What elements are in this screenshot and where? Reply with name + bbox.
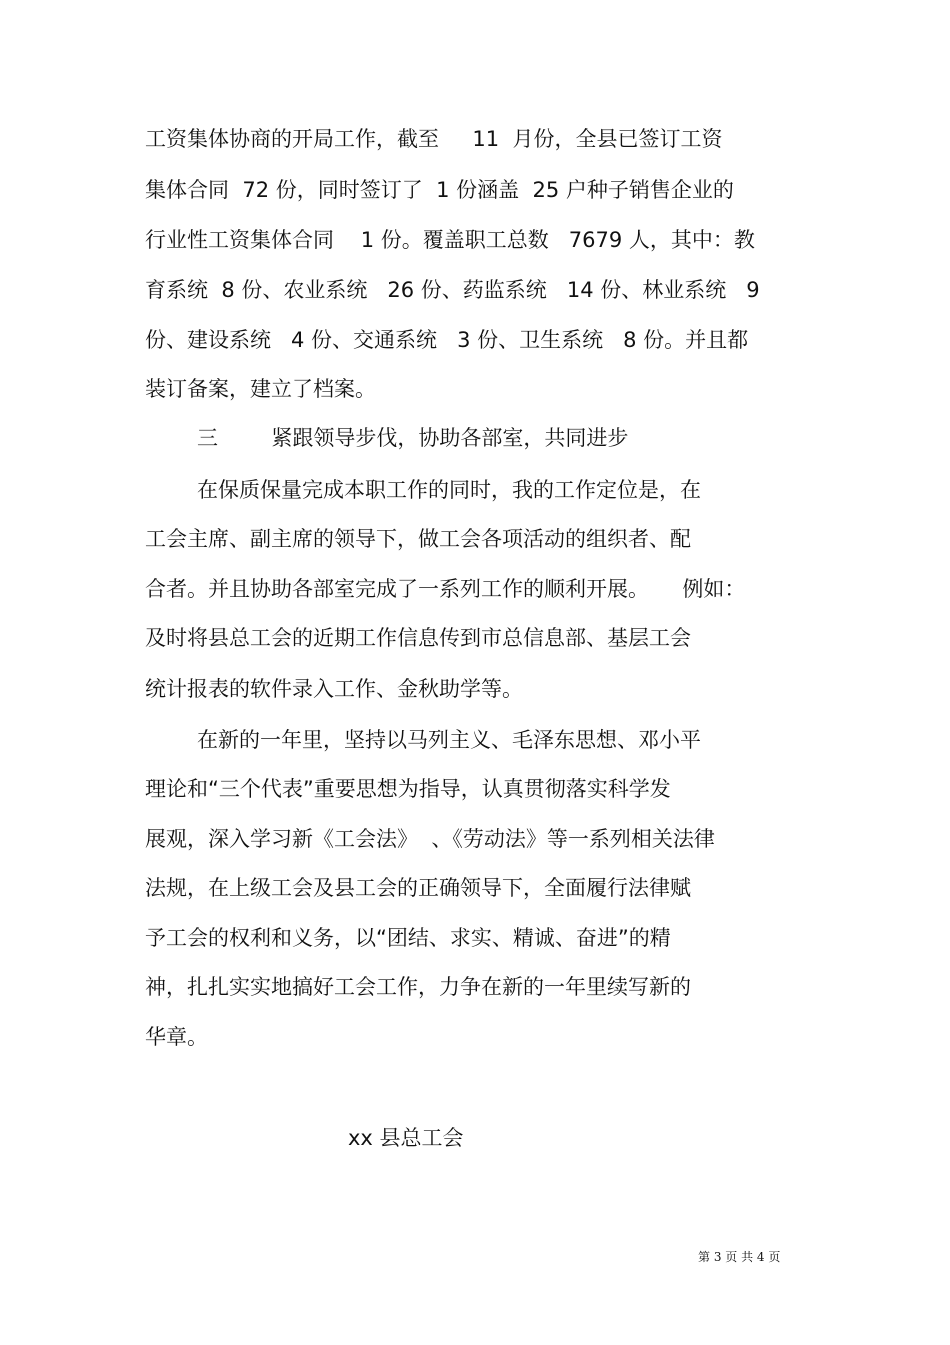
paragraph-line: 予工会的权利和义务，以“团结、求实、精诚、奋进”的精 xyxy=(145,926,671,950)
paragraph-line: 在保质保量完成本职工作的同时，我的工作定位是，在 xyxy=(197,478,701,502)
paragraph-line: 神，扎扎实实地搞好工会工作，力争在新的一年里续写新的 xyxy=(145,975,691,999)
paragraph-line: 工资集体协商的开局工作，截至 11 月份，全县已签订工资 xyxy=(145,127,723,151)
section-heading: 三 紧跟领导步伐，协助各部室，共同进步 xyxy=(197,426,629,450)
paragraph-line: 在新的一年里，坚持以马列主义、毛泽东思想、邓小平 xyxy=(197,728,701,752)
paragraph-line: 及时将县总工会的近期工作信息传到市总信息部、基层工会 xyxy=(145,626,691,650)
paragraph-line: 份、建设系统 4 份、交通系统 3 份、卫生系统 8 份。并且都 xyxy=(145,328,749,352)
paragraph-line: 工会主席、副主席的领导下，做工会各项活动的组织者、配 xyxy=(145,527,691,551)
paragraph-line: 行业性工资集体合同 1 份。覆盖职工总数 7679 人，其中：教 xyxy=(145,228,755,252)
paragraph-line: 合者。并且协助各部室完成了一系列工作的顺利开展。 例如： xyxy=(145,577,746,601)
paragraph-line: 华章。 xyxy=(145,1025,208,1049)
paragraph-line: 集体合同 72 份，同时签订了 1 份涵盖 25 户种子销售企业的 xyxy=(145,178,734,202)
paragraph-line: 展观，深入学习新《工会法》 、《劳动法》等一系列相关法律 xyxy=(145,827,715,851)
paragraph-line: 理论和“三个代表”重要思想为指导，认真贯彻落实科学发 xyxy=(145,777,671,801)
signature: xx 县总工会 xyxy=(348,1126,464,1150)
paragraph-line: 统计报表的软件录入工作、金秋助学等。 xyxy=(145,677,523,701)
paragraph-line: 育系统 8 份、农业系统 26 份、药监系统 14 份、林业系统 9 xyxy=(145,278,760,302)
paragraph-line: 法规，在上级工会及县工会的正确领导下，全面履行法律赋 xyxy=(145,876,691,900)
page-number-footer: 第 3 页 共 4 页 xyxy=(698,1250,781,1264)
paragraph-line: 装订备案，建立了档案。 xyxy=(145,377,376,401)
